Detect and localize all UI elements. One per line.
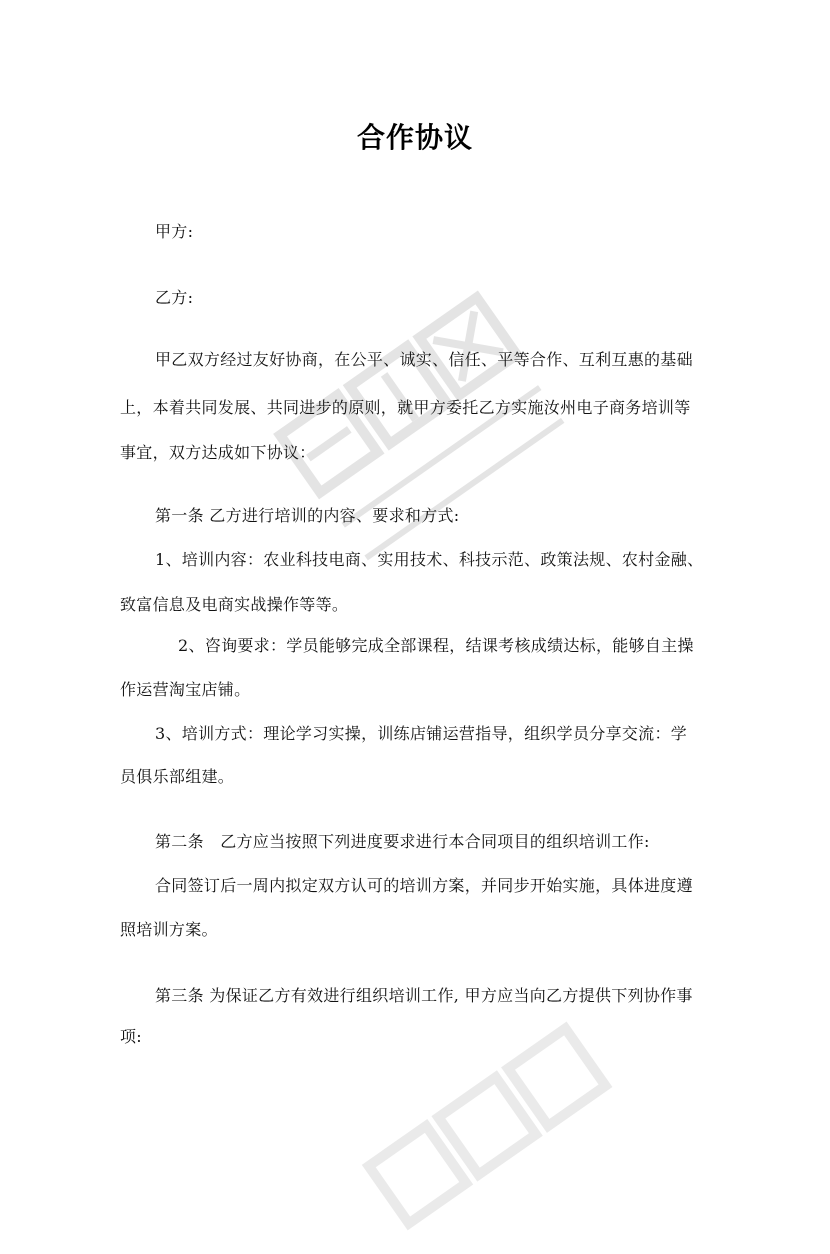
- party-a-label: 甲方:: [155, 222, 194, 241]
- article1-item2-line: 作运营淘宝店铺。: [120, 680, 251, 699]
- article1-item1-line: 1、培训内容：农业科技电商、实用技术、科技示范、政策法规、农村金融、: [155, 550, 704, 569]
- article2-body-line: 合同签订后一周内拟定双方认可的培训方案，并同步开始实施，具体进度遵: [155, 876, 693, 895]
- page-title: 合作协议: [356, 121, 473, 154]
- article2-heading: 第二条 乙方应当按照下列进度要求进行本合同项目的组织培训工作:: [155, 832, 650, 851]
- article2-body-line: 照培训方案。: [120, 920, 218, 939]
- article1-item3-line: 员俱乐部组建。: [120, 767, 235, 786]
- article1-item3-line: 3、培训方式：理论学习实操，训练店铺运营指导，组织学员分享交流：学: [155, 724, 688, 743]
- article3-heading-line: 项:: [120, 1027, 142, 1046]
- article1-heading: 第一条 乙方进行培训的内容、要求和方式:: [155, 506, 460, 525]
- article1-item1-line: 致富信息及电商实战操作等等。: [120, 595, 349, 614]
- article1-item2-line: 2、咨询要求：学员能够完成全部课程，结课考核成绩达标，能够自主操: [178, 636, 694, 655]
- intro-line: 上，本着共同发展、共同进步的原则，就甲方委托乙方实施汝州电子商务培训等: [120, 398, 691, 417]
- party-b-label: 乙方:: [155, 288, 194, 307]
- intro-line: 甲乙双方经过友好协商，在公平、诚实、信任、平等合作、互利互惠的基础: [155, 350, 693, 369]
- article3-heading-line: 第三条 为保证乙方有效进行组织培训工作, 甲方应当向乙方提供下列协作事: [155, 986, 693, 1005]
- intro-line: 事宜，双方达成如下协议：: [120, 443, 316, 462]
